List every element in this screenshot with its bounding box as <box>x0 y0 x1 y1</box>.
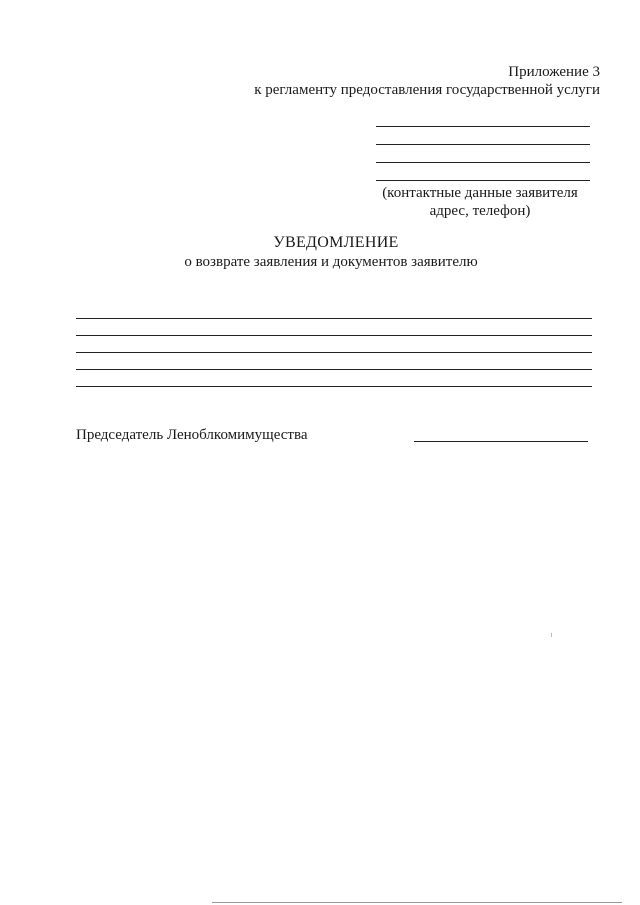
body-line <box>76 352 592 353</box>
body-line <box>76 369 592 370</box>
contact-caption-line-1: (контактные данные заявителя <box>382 185 578 201</box>
signer-title: Председатель Леноблкомимущества <box>76 427 308 443</box>
body-line <box>76 318 592 319</box>
body-line <box>76 386 592 387</box>
contact-caption-line-2: адрес, телефон) <box>429 203 531 219</box>
notice-title: УВЕДОМЛЕНИЕ <box>273 234 399 251</box>
appendix-title: Приложение 3 <box>508 64 600 80</box>
contact-line <box>376 126 590 127</box>
notice-body-lines <box>76 318 592 403</box>
scan-artifact <box>551 633 552 637</box>
contact-line <box>376 144 590 145</box>
signature-line <box>414 441 588 442</box>
contact-line <box>376 162 590 163</box>
scan-edge-line <box>212 902 622 903</box>
appendix-subtitle: к регламенту предоставления государственной услуги <box>254 82 600 98</box>
body-line <box>76 335 592 336</box>
contact-line <box>376 180 590 181</box>
notice-subtitle: о возврате заявления и документов заявителю <box>184 254 478 270</box>
contact-caption <box>360 184 600 220</box>
